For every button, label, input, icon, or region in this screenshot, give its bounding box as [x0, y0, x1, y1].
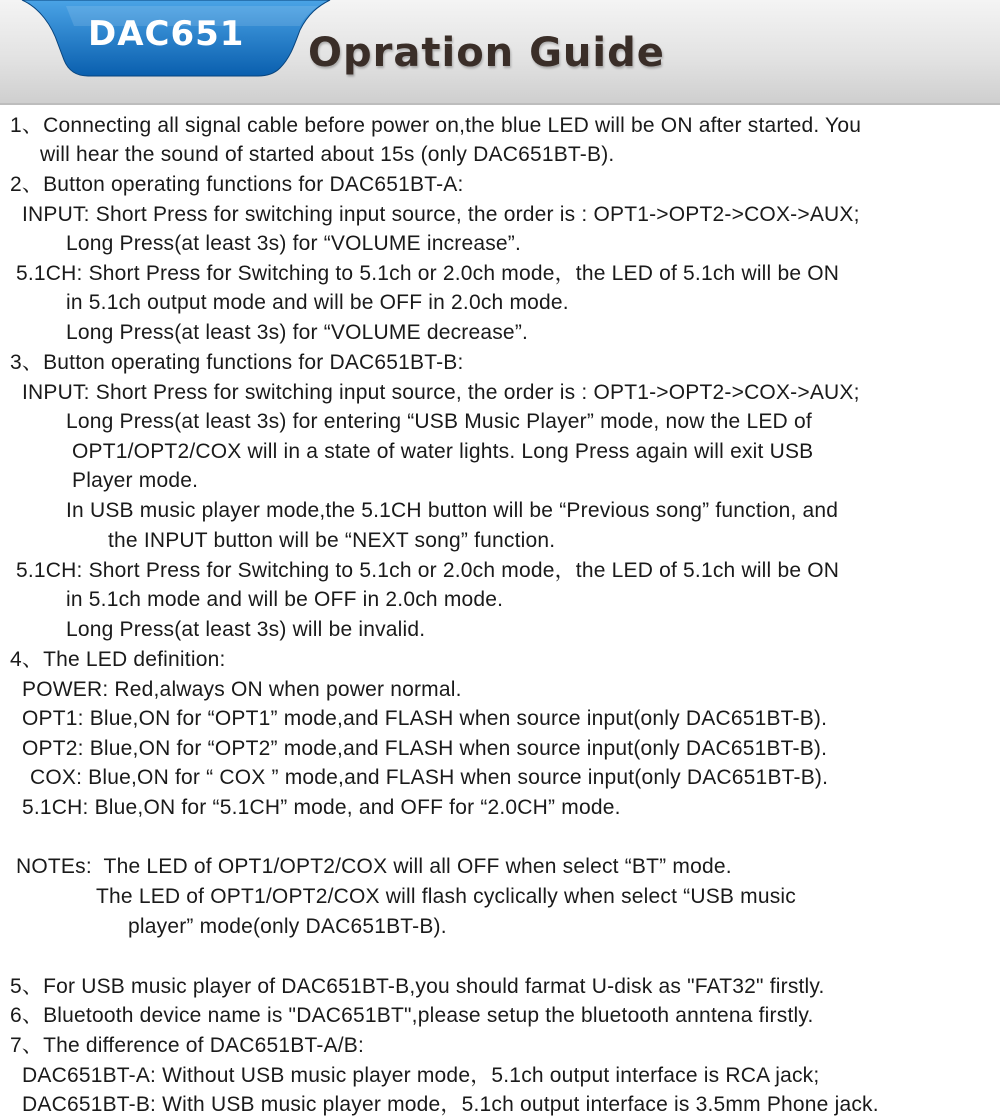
text-line: COX: Blue,ON for “ COX ” mode,and FLASH when source input(only DAC651BT-B).: [30, 766, 829, 789]
text-line: POWER: Red,always ON when power normal.: [22, 678, 462, 701]
text-line: in 5.1ch mode and will be OFF in 2.0ch mode.: [66, 588, 504, 611]
text-line: Long Press(at least 3s) for “VOLUME increase”.: [66, 232, 522, 255]
text-line: OPT1/OPT2/COX will in a state of water lights. Long Press again will exit USB: [72, 440, 814, 463]
text-line: INPUT: Short Press for switching input source, the order is : OPT1->OPT2->COX->AUX;: [22, 203, 860, 226]
text-line: 6、Bluetooth device name is "DAC651BT",please setup the bluetooth anntena firstly.: [10, 1004, 814, 1027]
text-line: The LED of OPT1/OPT2/COX will flash cyclically when select “USB music: [96, 885, 797, 908]
text-line: will hear the sound of started about 15s (only DAC651BT-B).: [40, 143, 615, 166]
text-line: DAC651BT-B: With USB music player mode，5.1ch output interface is 3.5mm Phone jack.: [22, 1093, 879, 1116]
text-line: In USB music player mode,the 5.1CH button will be “Previous song” function, and: [66, 499, 839, 522]
text-line: in 5.1ch output mode and will be OFF in 2.0ch mode.: [66, 291, 569, 314]
text-line: 4、The LED definition:: [10, 648, 226, 671]
text-line: Long Press(at least 3s) for entering “USB Music Player” mode, now the LED of: [66, 410, 812, 433]
text-line: Long Press(at least 3s) will be invalid.: [66, 618, 426, 641]
text-line: 5.1CH: Blue,ON for “5.1CH” mode, and OFF for “2.0CH” mode.: [22, 796, 621, 819]
text-line: 1、Connecting all signal cable before power on,the blue LED will be ON after started. You: [10, 114, 862, 137]
text-line: OPT2: Blue,ON for “OPT2” mode,and FLASH when source input(only DAC651BT-B).: [22, 737, 828, 760]
text-line: Long Press(at least 3s) for “VOLUME decrease”.: [66, 321, 529, 344]
page-title: Opration Guide: [308, 30, 665, 76]
header-divider: [0, 103, 1000, 105]
text-line: 5.1CH: Short Press for Switching to 5.1ch or 2.0ch mode，the LED of 5.1ch will be ON: [16, 559, 840, 582]
text-line: 5.1CH: Short Press for Switching to 5.1ch or 2.0ch mode，the LED of 5.1ch will be ON: [16, 262, 840, 285]
text-line: 5、For USB music player of DAC651BT-B,you should farmat U-disk as "FAT32" firstly.: [10, 975, 825, 998]
text-line: OPT1: Blue,ON for “OPT1” mode,and FLASH when source input(only DAC651BT-B).: [22, 707, 828, 730]
text-line: 7、The difference of DAC651BT-A/B:: [10, 1034, 365, 1057]
model-badge-label: DAC651: [88, 14, 245, 54]
model-badge: [18, 0, 348, 78]
text-line: 3、Button operating functions for DAC651BT-B:: [10, 351, 464, 374]
text-line: INPUT: Short Press for switching input source, the order is : OPT1->OPT2->COX->AUX;: [22, 381, 860, 404]
text-line: the INPUT button will be “NEXT song” function.: [108, 529, 556, 552]
text-line: DAC651BT-A: Without USB music player mode，5.1ch output interface is RCA jack;: [22, 1064, 820, 1087]
text-line: player” mode(only DAC651BT-B).: [128, 915, 447, 938]
text-line: NOTEs: The LED of OPT1/OPT2/COX will all OFF when select “BT” mode.: [16, 855, 732, 878]
text-line: Player mode.: [72, 469, 199, 492]
text-line: 2、Button operating functions for DAC651BT-A:: [10, 173, 464, 196]
